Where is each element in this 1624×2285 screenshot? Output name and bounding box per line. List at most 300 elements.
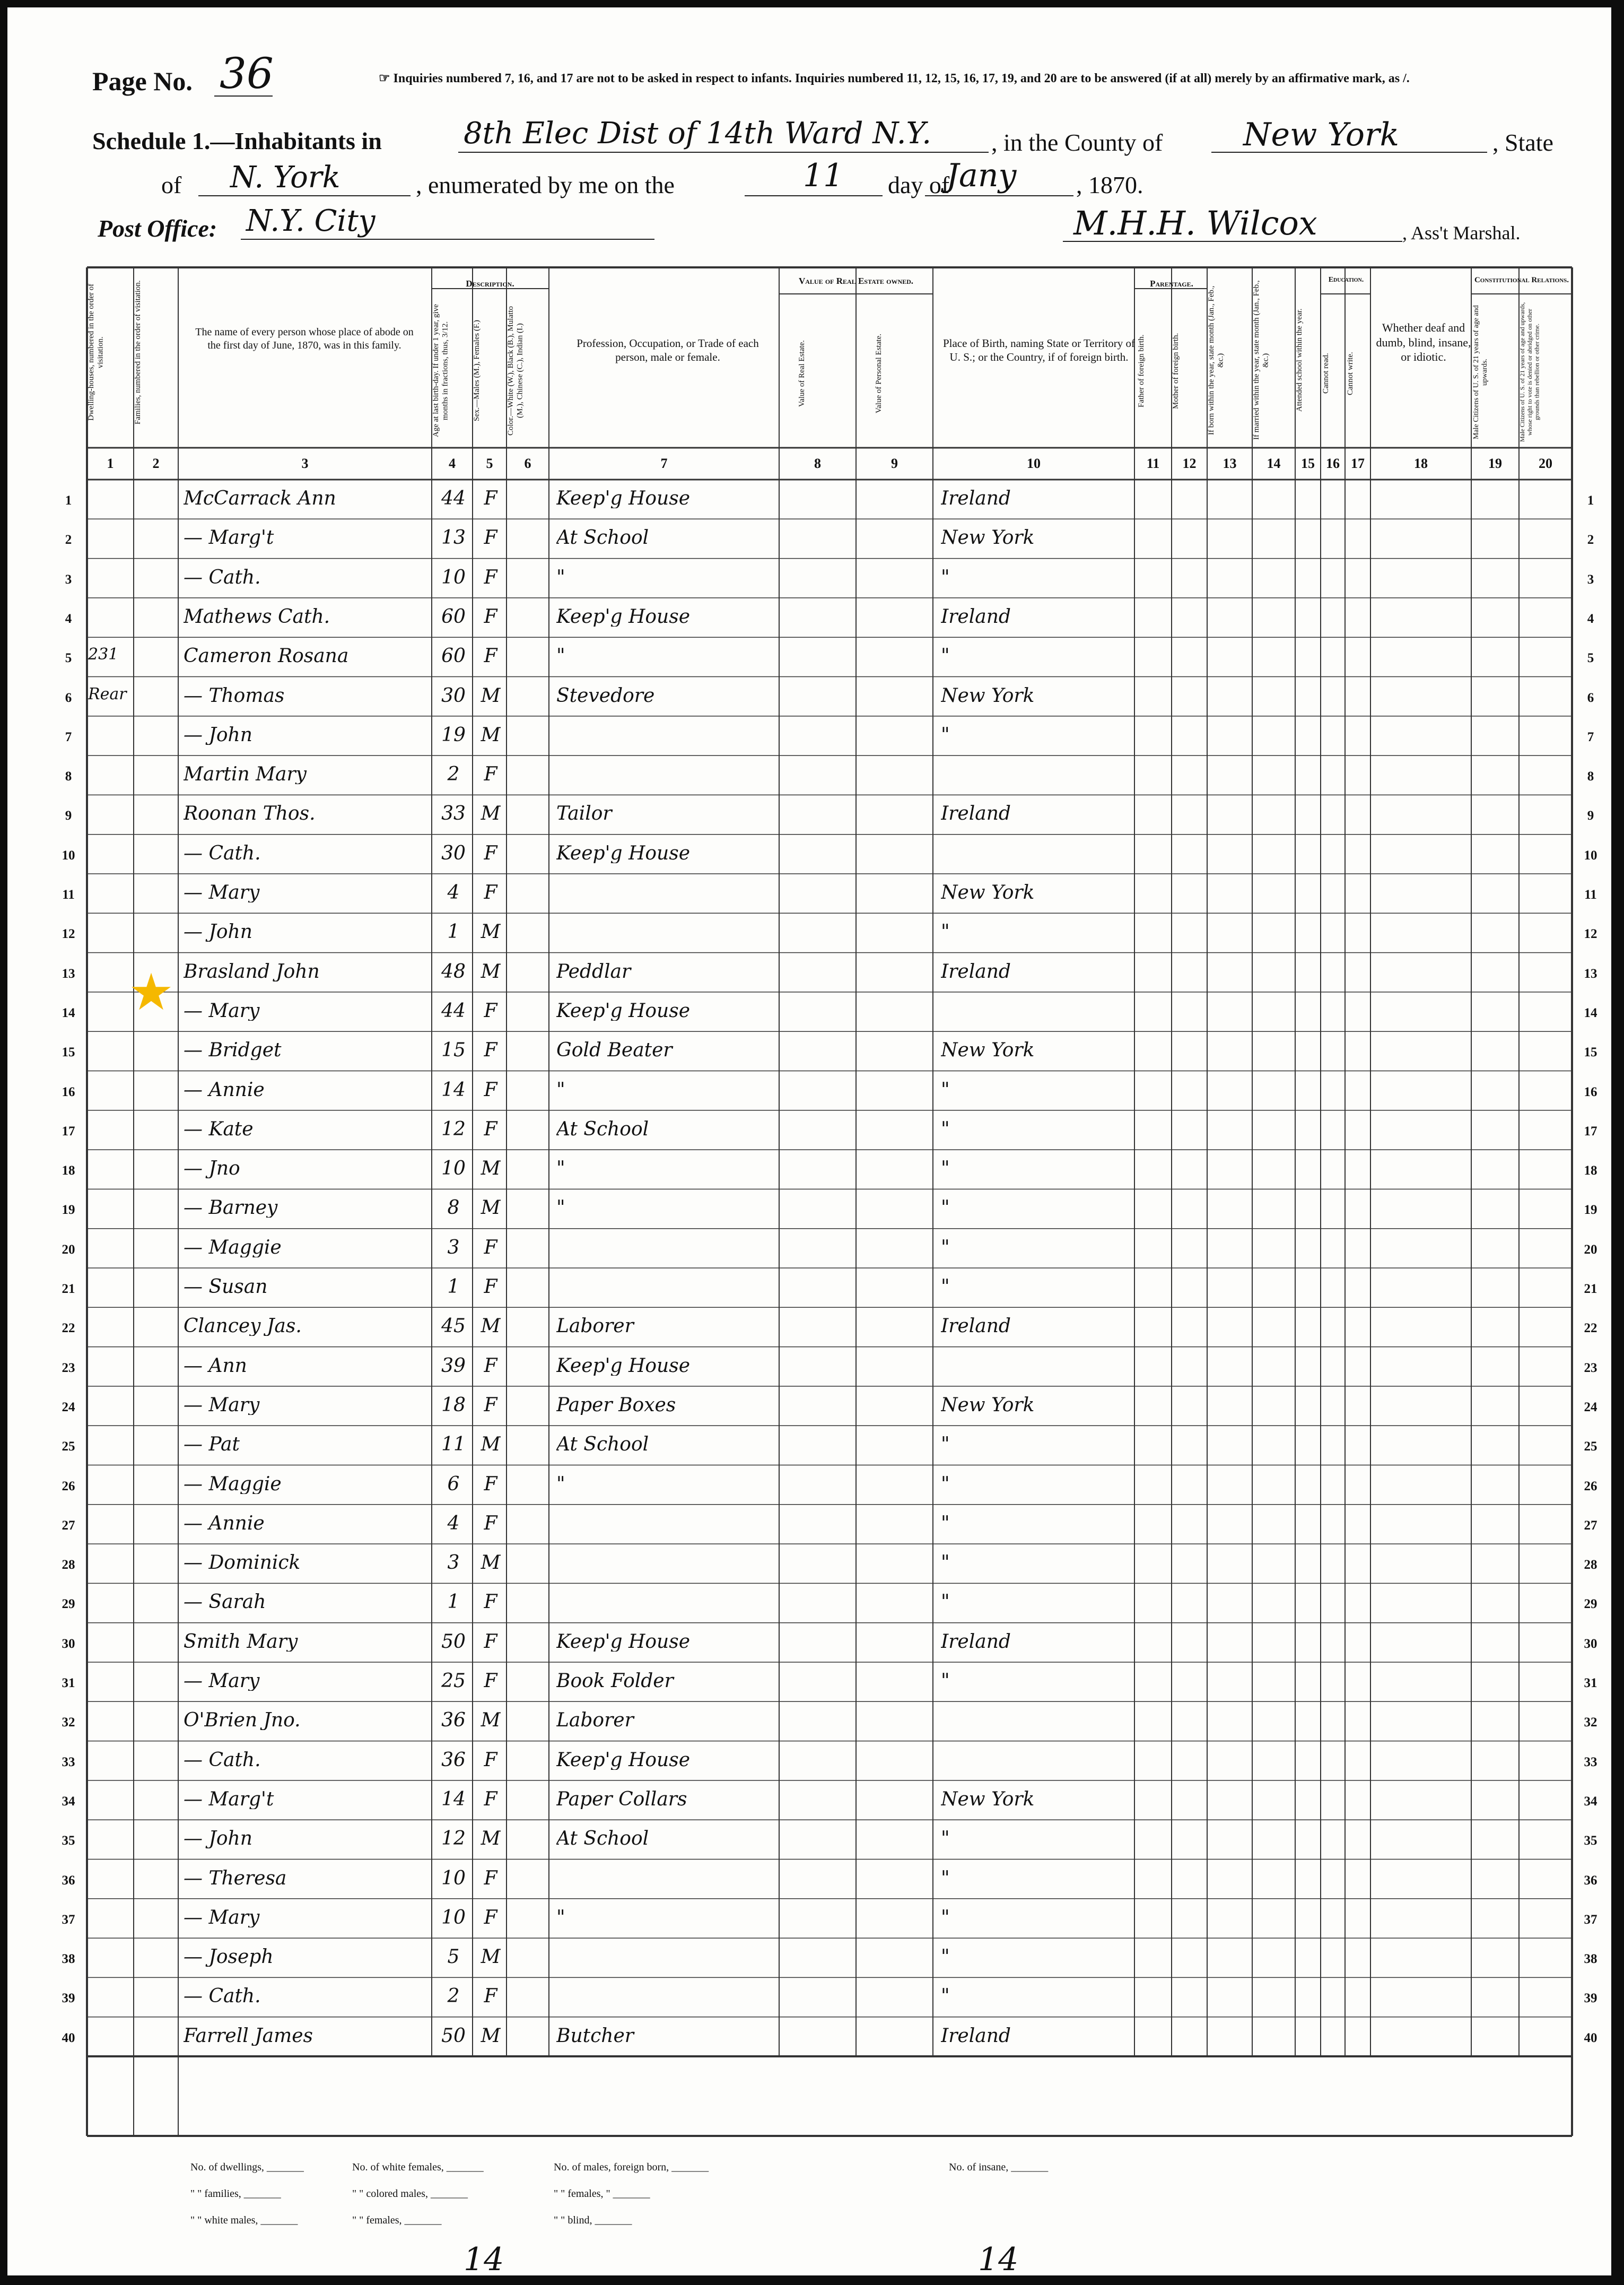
row-number-right: 10 [1584, 848, 1597, 863]
person-name: — Theresa [184, 1869, 287, 1888]
person-age: 50 [441, 2026, 466, 2046]
person-sex: F [484, 1356, 497, 1376]
state-value: N. York [230, 160, 340, 195]
col-5-header: Sex.—Males (M.), Females (F.) [473, 320, 481, 422]
row-number-right: 20 [1584, 1242, 1597, 1257]
person-birthplace: New York [941, 1789, 1035, 1809]
person-sex: M [481, 1159, 501, 1179]
person-occupation: Keep'g House [556, 844, 690, 863]
person-sex: F [484, 844, 497, 863]
row-number-left: 25 [62, 1439, 75, 1454]
row-number-left: 15 [62, 1045, 75, 1060]
row-number-left: 29 [62, 1597, 75, 1612]
person-birthplace: Ireland [941, 804, 1011, 824]
row-number-left: 7 [65, 729, 72, 744]
row-number-left: 27 [62, 1518, 75, 1533]
row-number-left: 13 [62, 966, 75, 981]
person-sex: M [481, 686, 501, 706]
row-number-right: 35 [1584, 1834, 1597, 1848]
person-occupation: Peddlar [556, 962, 631, 981]
person-sex: F [484, 1238, 497, 1257]
row-number-right: 6 [1587, 690, 1594, 705]
row-number-left: 36 [62, 1873, 75, 1888]
person-name: Clancey Jas. [184, 1317, 302, 1336]
row-number-right: 8 [1587, 769, 1594, 784]
value-group-header: Value of Real Estate owned. [798, 276, 914, 286]
person-name: — Kate [184, 1119, 254, 1139]
col-3-header: The name of every person whose place of abode on the first day of June, 1870, was in this family. [195, 326, 414, 351]
person-occupation: Book Folder [556, 1672, 674, 1691]
row-number-right: 27 [1584, 1518, 1597, 1533]
person-birthplace: " [941, 923, 950, 942]
person-name: — Marg't [184, 528, 274, 548]
person-name: — Dominick [184, 1553, 301, 1573]
person-sex: F [484, 568, 497, 587]
person-occupation: Paper Collars [556, 1789, 687, 1809]
column-number-19: 19 [1488, 456, 1502, 471]
person-birthplace: " [941, 1435, 950, 1455]
person-age: 11 [441, 1435, 466, 1455]
person-birthplace: " [941, 1238, 950, 1257]
row-number-left: 6 [65, 690, 72, 705]
row-number-right: 12 [1584, 927, 1597, 942]
col-7-header: Profession, Occupation, or Trade of each person, male or female. [577, 337, 759, 364]
person-sex: F [484, 528, 497, 548]
person-name: — Bridget [184, 1041, 282, 1061]
row-number-right: 4 [1587, 611, 1594, 626]
marshal-signature: M.H.H. Wilcox [1073, 204, 1317, 242]
col-9-header: Value of Personal Estate. [875, 334, 883, 413]
row-number-right: 22 [1584, 1321, 1597, 1336]
footer-mark-right: 14 [978, 2241, 1019, 2278]
row-number-left: 17 [62, 1124, 75, 1139]
person-age: 2 [447, 765, 460, 785]
column-number-1: 1 [107, 456, 114, 471]
person-sex: F [484, 489, 497, 508]
person-age: 48 [441, 962, 466, 981]
person-occupation: Keep'g House [556, 1356, 690, 1376]
person-age: 14 [441, 1789, 466, 1809]
person-sex: M [481, 804, 501, 824]
person-age: 10 [441, 1908, 466, 1927]
person-age: 8 [447, 1198, 460, 1218]
column-number-4: 4 [449, 456, 456, 471]
enumerated-label: , enumerated by me on the [416, 171, 675, 198]
person-name: — Mary [184, 1001, 260, 1021]
col-20-header: Male Citizens of U. S. of 21 years of age and upwards, whose right to vote is denied or abridged on other grounds than rebellion or other crime. [1518, 302, 1541, 442]
person-birthplace: Ireland [941, 607, 1011, 627]
row-number-left: 9 [65, 809, 72, 823]
row-number-right: 24 [1584, 1400, 1597, 1414]
row-number-right: 3 [1587, 572, 1594, 587]
person-name: O'Brien Jno. [184, 1711, 301, 1731]
person-name: Roonan Thos. [184, 804, 316, 824]
constitutional-group-header: Constitutional Relations. [1474, 276, 1569, 284]
row-number-right: 13 [1584, 966, 1597, 981]
person-age: 3 [447, 1553, 460, 1573]
person-name: — Cath. [184, 568, 261, 587]
page-number: 36 [220, 49, 274, 98]
person-birthplace: " [941, 568, 950, 587]
person-occupation: Paper Boxes [556, 1395, 676, 1415]
person-sex: M [481, 962, 501, 981]
col-11-header: Father of foreign birth. [1137, 334, 1146, 407]
person-age: 50 [441, 1632, 466, 1652]
col-10-header: Place of Birth, naming State or Territory of U. S.; or the Country, if of foreign birth. [942, 337, 1136, 364]
person-name: — Cath. [184, 844, 261, 863]
person-name: — John [184, 1829, 252, 1849]
row-number-right: 31 [1584, 1676, 1597, 1690]
person-birthplace: " [941, 1159, 950, 1179]
person-occupation: Keep'g House [556, 1750, 690, 1770]
row-number-right: 40 [1584, 2030, 1597, 2045]
person-age: 1 [447, 923, 460, 942]
person-sex: M [481, 1435, 501, 1455]
infant-note: ☞ Inquiries numbered 7, 16, and 17 are not to be asked in respect to infants. Inquiries numbered 11, 12, 15, 16, 17, 19, and 20 are to be answered (if at all) merely by an affirmative mark, as /. [379, 72, 1410, 85]
col-12-header: Mother of foreign birth. [1172, 333, 1180, 409]
person-name: McCarrack Ann [184, 489, 336, 508]
row-number-left: 19 [62, 1203, 75, 1218]
col-13-header: If born within the year, state month (Jan., Feb., &c.) [1207, 285, 1225, 435]
person-occupation: Laborer [556, 1711, 634, 1731]
person-birthplace: Ireland [941, 1317, 1011, 1336]
post-office-value: N.Y. City [246, 204, 376, 238]
person-occupation: " [556, 568, 565, 587]
row-number-right: 32 [1584, 1715, 1597, 1730]
person-age: 44 [441, 489, 466, 508]
row-number-left: 22 [62, 1321, 75, 1336]
row-number-left: 39 [62, 1991, 75, 2006]
person-age: 6 [447, 1474, 460, 1494]
row-number-left: 32 [62, 1715, 75, 1730]
person-sex: F [484, 883, 497, 902]
person-age: 10 [441, 1869, 466, 1888]
column-number-2: 2 [152, 456, 160, 471]
county-value: New York [1243, 116, 1399, 153]
row-number-left: 26 [62, 1479, 75, 1493]
person-sex: F [484, 1080, 497, 1100]
row-number-left: 30 [62, 1636, 75, 1651]
person-sex: M [481, 1317, 501, 1336]
person-name: — Susan [184, 1278, 268, 1297]
page-label: Page No. [92, 66, 193, 96]
row-number-right: 30 [1584, 1636, 1597, 1651]
col-17-header: Cannot write. [1346, 352, 1355, 395]
col-16-header: Cannot read. [1322, 353, 1330, 394]
row-number-left: 1 [65, 493, 72, 508]
row-number-right: 15 [1584, 1045, 1597, 1060]
row-number-left: 33 [62, 1754, 75, 1769]
row-number-right: 18 [1584, 1163, 1597, 1178]
row-number-right: 36 [1584, 1873, 1597, 1888]
person-name: Mathews Cath. [184, 607, 330, 627]
row-number-left: 35 [62, 1834, 75, 1848]
row-number-right: 5 [1587, 651, 1594, 666]
row-number-right: 17 [1584, 1124, 1597, 1139]
person-age: 4 [447, 883, 460, 902]
column-number-18: 18 [1414, 456, 1428, 471]
person-age: 19 [441, 725, 466, 745]
person-age: 30 [441, 686, 466, 706]
person-name: — Cath. [184, 1750, 261, 1770]
person-age: 36 [441, 1711, 466, 1731]
person-sex: F [484, 1869, 497, 1888]
person-age: 12 [441, 1119, 466, 1139]
month-value: Jany [946, 157, 1017, 194]
row-number-left: 5 [65, 651, 72, 666]
person-name: — Marg't [184, 1789, 274, 1809]
row-number-left: 28 [62, 1558, 75, 1572]
person-name: — Jno [184, 1159, 240, 1179]
person-name: Cameron Rosana [184, 647, 349, 666]
col-1-header: Dwelling-houses, numbered in the order of visitation. [87, 283, 105, 421]
summary-females-foreign: " " females, " _______ [554, 2188, 650, 2200]
person-birthplace: " [941, 1908, 950, 1927]
person-age: 36 [441, 1750, 466, 1770]
person-name: — John [184, 923, 252, 942]
person-birthplace: Ireland [941, 1632, 1011, 1652]
year-label: , 1870. [1076, 171, 1143, 198]
row-number-left: 38 [62, 1952, 75, 1967]
row-number-right: 1 [1587, 493, 1594, 508]
person-name: — Maggie [184, 1474, 282, 1494]
row-number-left: 4 [65, 611, 72, 626]
person-birthplace: " [941, 1198, 950, 1218]
footer-mark-left: 14 [464, 2241, 504, 2278]
person-occupation: Butcher [556, 2026, 634, 2046]
person-name: — Thomas [184, 686, 285, 706]
row-number-right: 39 [1584, 1991, 1597, 2006]
col-15-header: Attended school within the year. [1295, 308, 1304, 412]
post-office-label: Post Office: [98, 215, 217, 242]
person-occupation: Gold Beater [556, 1041, 673, 1061]
county-label: , in the County of [991, 129, 1163, 156]
person-sex: F [484, 1672, 497, 1691]
person-age: 1 [447, 1278, 460, 1297]
person-sex: F [484, 1474, 497, 1494]
person-name: — Ann [184, 1356, 247, 1376]
person-birthplace: " [941, 725, 950, 745]
person-birthplace: Ireland [941, 2026, 1011, 2046]
column-number-16: 16 [1326, 456, 1340, 471]
person-sex: M [481, 725, 501, 745]
person-occupation: " [556, 1080, 565, 1100]
person-birthplace: " [941, 1278, 950, 1297]
row-number-left: 23 [62, 1360, 75, 1375]
person-sex: M [481, 923, 501, 942]
person-birthplace: Ireland [941, 962, 1011, 981]
star-marker-icon: ★ [128, 962, 174, 1022]
row-number-left: 21 [62, 1282, 75, 1296]
person-sex: M [481, 1198, 501, 1218]
row-number-right: 28 [1584, 1558, 1597, 1572]
person-age: 10 [441, 1159, 466, 1179]
person-name: Smith Mary [184, 1632, 298, 1652]
marshal-label: , Ass't Marshal. [1402, 222, 1521, 244]
dwelling-number: 231 [88, 647, 119, 663]
district-value: 8th Elec Dist of 14th Ward N.Y. [464, 116, 932, 151]
person-occupation: " [556, 1908, 565, 1927]
person-sex: M [481, 1711, 501, 1731]
person-occupation: At School [556, 1829, 649, 1849]
person-age: 1 [447, 1593, 460, 1612]
person-name: Martin Mary [184, 765, 307, 785]
person-occupation: Keep'g House [556, 1001, 690, 1021]
dwelling-number: Rear [88, 686, 127, 702]
row-number-right: 7 [1587, 729, 1594, 744]
person-age: 5 [447, 1948, 460, 1967]
row-number-right: 2 [1587, 533, 1594, 548]
row-number-right: 16 [1584, 1084, 1597, 1099]
person-birthplace: New York [941, 1041, 1035, 1061]
person-age: 4 [447, 1514, 460, 1533]
column-number-11: 11 [1146, 456, 1160, 471]
description-group-header: Description. [466, 279, 514, 289]
row-number-left: 11 [62, 888, 75, 902]
row-number-left: 31 [62, 1676, 75, 1690]
person-occupation: At School [556, 1119, 649, 1139]
person-sex: F [484, 1908, 497, 1927]
person-sex: M [481, 1829, 501, 1849]
person-birthplace: Ireland [941, 489, 1011, 508]
person-sex: F [484, 647, 497, 666]
col-2-header: Families, numbered in the order of visitation. [134, 280, 142, 424]
person-birthplace: " [941, 1553, 950, 1573]
person-birthplace: New York [941, 1395, 1035, 1415]
person-birthplace: New York [941, 528, 1035, 548]
person-sex: F [484, 1001, 497, 1021]
col-6-header: Color.—White (W.), Black (B.), Mulatto (M.), Chinese (C.), Indian (I.) [507, 306, 525, 436]
summary-blind: " " blind, _______ [554, 2214, 632, 2226]
row-number-right: 21 [1584, 1282, 1597, 1296]
person-sex: M [481, 1553, 501, 1573]
row-number-right: 23 [1584, 1360, 1597, 1375]
person-age: 60 [441, 647, 466, 666]
person-age: 18 [441, 1395, 466, 1415]
person-occupation: Keep'g House [556, 489, 690, 508]
person-occupation: " [556, 1159, 565, 1179]
row-number-left: 34 [62, 1794, 75, 1809]
person-age: 39 [441, 1356, 466, 1376]
person-birthplace: New York [941, 686, 1035, 706]
row-number-left: 8 [65, 769, 72, 784]
census-sheet [7, 7, 1611, 2278]
person-name: — Pat [184, 1435, 240, 1455]
person-birthplace: " [941, 1474, 950, 1494]
row-number-left: 40 [62, 2030, 75, 2045]
person-age: 60 [441, 607, 466, 627]
person-sex: F [484, 1593, 497, 1612]
person-name: — Annie [184, 1080, 265, 1100]
person-occupation: At School [556, 1435, 649, 1455]
person-sex: F [484, 1395, 497, 1415]
summary-colored-males: " " colored males, _______ [352, 2188, 468, 2200]
person-sex: F [484, 1987, 497, 2006]
person-name: — Joseph [184, 1948, 274, 1967]
summary-insane: No. of insane, _______ [949, 2161, 1049, 2173]
row-number-right: 34 [1584, 1794, 1597, 1809]
row-number-right: 19 [1584, 1203, 1597, 1218]
person-occupation: " [556, 647, 565, 666]
person-age: 33 [441, 804, 466, 824]
person-name: — Cath. [184, 1987, 261, 2006]
column-number-12: 12 [1182, 456, 1197, 471]
person-name: — John [184, 725, 252, 745]
person-age: 45 [441, 1317, 466, 1336]
person-name: — Mary [184, 1908, 260, 1927]
row-number-right: 29 [1584, 1597, 1597, 1612]
person-birthplace: " [941, 647, 950, 666]
person-name: — Maggie [184, 1238, 282, 1257]
person-name: — Sarah [184, 1593, 266, 1612]
person-name: Farrell James [184, 2026, 313, 2046]
column-number-17: 17 [1351, 456, 1365, 471]
row-number-left: 3 [65, 572, 72, 587]
person-occupation: Keep'g House [556, 1632, 690, 1652]
person-sex: F [484, 1514, 497, 1533]
person-birthplace: " [941, 1987, 950, 2006]
row-number-left: 12 [62, 927, 75, 942]
person-occupation: At School [556, 528, 649, 548]
row-number-left: 2 [65, 533, 72, 548]
education-group-header: Education. [1328, 276, 1364, 284]
summary-white-females: No. of white females, _______ [352, 2161, 484, 2173]
column-number-8: 8 [814, 456, 821, 471]
schedule-label: Schedule 1.—Inhabitants in [92, 127, 382, 154]
person-birthplace: " [941, 1948, 950, 1967]
person-occupation: Laborer [556, 1317, 634, 1336]
summary-families: " " families, _______ [190, 2188, 281, 2200]
person-age: 44 [441, 1001, 466, 1021]
person-sex: F [484, 1789, 497, 1809]
column-number-10: 10 [1027, 456, 1041, 471]
row-number-left: 20 [62, 1242, 75, 1257]
person-sex: M [481, 1948, 501, 1967]
person-age: 15 [441, 1041, 466, 1061]
person-birthplace: " [941, 1593, 950, 1612]
person-age: 3 [447, 1238, 460, 1257]
person-sex: F [484, 1632, 497, 1652]
person-birthplace: " [941, 1829, 950, 1849]
person-name: Brasland John [184, 962, 320, 981]
row-number-left: 16 [62, 1084, 75, 1099]
state-label: , State [1492, 129, 1553, 156]
person-age: 14 [441, 1080, 466, 1100]
row-number-right: 33 [1584, 1754, 1597, 1769]
person-age: 12 [441, 1829, 466, 1849]
person-birthplace: " [941, 1672, 950, 1691]
person-birthplace: New York [941, 883, 1035, 902]
person-birthplace: " [941, 1119, 950, 1139]
column-number-20: 20 [1539, 456, 1552, 471]
row-number-left: 14 [62, 1005, 75, 1020]
person-name: — Mary [184, 1395, 260, 1415]
row-number-right: 9 [1587, 809, 1594, 823]
parentage-group-header: Parentage. [1150, 279, 1193, 289]
row-number-right: 14 [1584, 1005, 1597, 1020]
column-number-7: 7 [660, 456, 668, 471]
person-age: 25 [441, 1672, 466, 1691]
col-14-header: If married within the year, state month (Jan., Feb., &c.) [1252, 280, 1270, 440]
row-number-right: 37 [1584, 1912, 1597, 1927]
person-name: — Barney [184, 1198, 278, 1218]
person-sex: M [481, 2026, 501, 2046]
row-number-right: 38 [1584, 1952, 1597, 1967]
person-age: 2 [447, 1987, 460, 2006]
col-4-header: Age at last birth-day. If under 1 year, give months in fractions, thus, 3/12. [432, 304, 450, 438]
col-8-header: Value of Real Estate. [798, 340, 806, 407]
row-number-right: 11 [1584, 888, 1597, 902]
